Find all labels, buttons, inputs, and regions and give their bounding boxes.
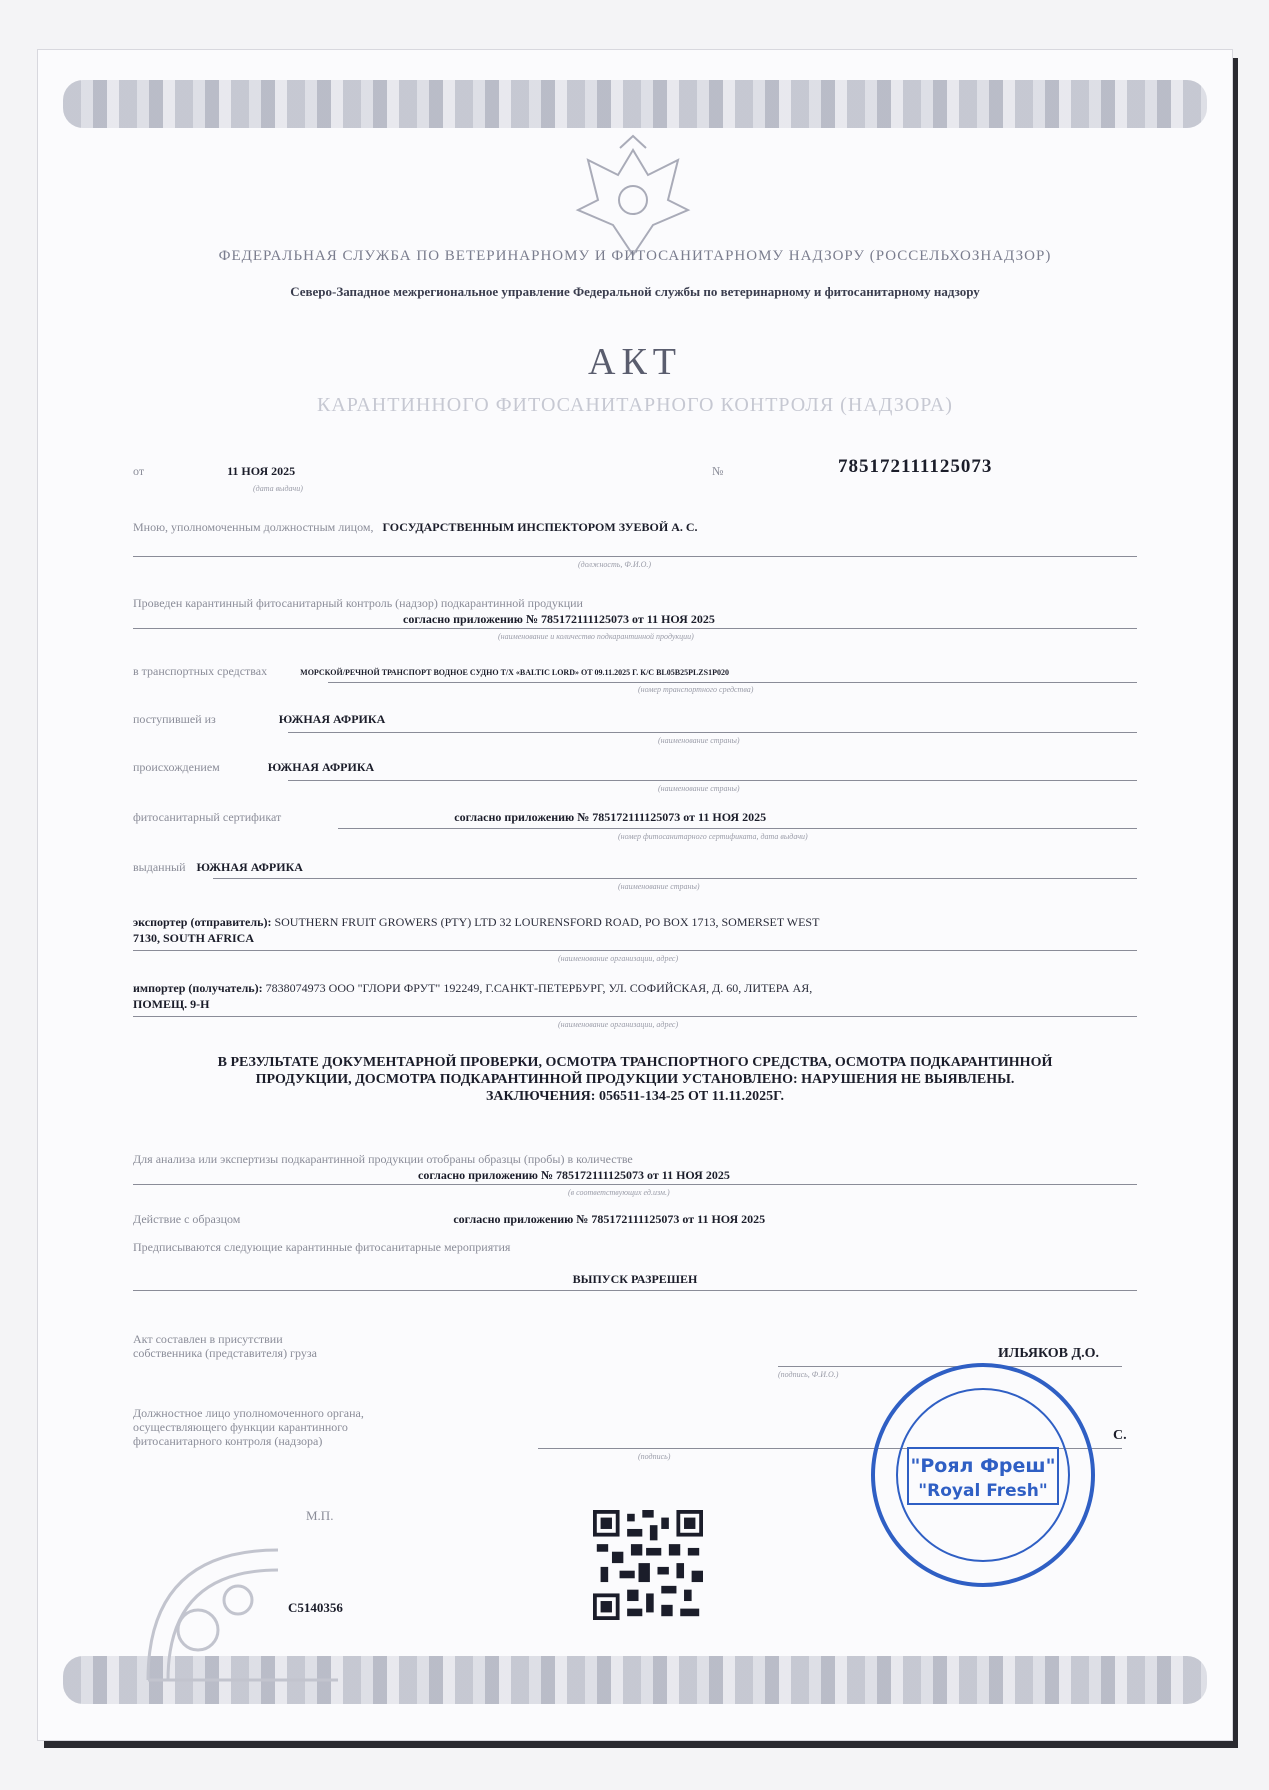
divider [133, 628, 1137, 629]
control-label: Проведен карантинный фитосанитарный контроль (надзор) подкарантинной продукции [133, 596, 583, 610]
divider [133, 1016, 1137, 1017]
issued-value: ЮЖНАЯ АФРИКА [196, 860, 303, 874]
form-serial: C5140356 [288, 1600, 343, 1615]
cert-caption: (номер фитосанитарного сертификата, дата выдачи) [618, 832, 808, 841]
official-caption: (должность, Ф.И.О.) [578, 560, 652, 569]
owner-label-line-1: Акт составлен в присутствии [133, 1332, 283, 1346]
issued-label: выданный [133, 860, 186, 874]
owner-caption: (подпись, Ф.И.О.) [778, 1370, 839, 1379]
act-date: 11 НОЯ 2025 [227, 464, 296, 478]
measures-value: ВЫПУСК РАЗРЕШЕН [572, 1272, 698, 1286]
official-sign-line-1: Должностное лицо уполномоченного органа, [133, 1406, 364, 1420]
arrived-label: поступившей из [133, 712, 216, 726]
official-value: ГОСУДАРСТВЕННЫМ ИНСПЕКТОРОМ ЗУЕВОЙ А. С. [382, 520, 698, 534]
issued-caption: (наименование страны) [618, 882, 700, 891]
exporter-row [133, 914, 1137, 946]
cert-label: фитосанитарный сертификат [133, 810, 282, 824]
arrived-caption: (наименование страны) [658, 736, 740, 745]
transport-label: в транспортных средствах [133, 664, 268, 678]
cert-value: согласно приложению № 785172111125073 от 11 НОЯ 2025 [454, 810, 767, 824]
document-subtitle: КАРАНТИННОГО ФИТОСАНИТАРНОГО КОНТРОЛЯ (НАДЗОРА) [317, 394, 953, 416]
cert-row [133, 810, 1137, 825]
origin-label: происхождением [133, 760, 220, 774]
act-number: 785172111125073 [838, 456, 993, 477]
ornamental-border-top [63, 80, 1207, 128]
date-prefix: от [133, 464, 145, 478]
official-label: Мною, уполномоченным должностным лицом, [133, 520, 374, 534]
divider [288, 732, 1137, 733]
result-line-3: ЗАКЛЮЧЕНИЯ: 056511-134-25 ОТ 11.11.2025Г. [485, 1089, 785, 1104]
owner-label [133, 1332, 1137, 1360]
exporter-value: SOUTHERN FRUIT GROWERS (PTY) LTD 32 LOURENSFORD ROAD, PO BOX 1713, SOMERSET WEST [274, 915, 820, 929]
official-sign-line-2: осуществляющего функции карантинного [133, 1420, 348, 1434]
divider [338, 828, 1137, 829]
document-title: АКТ [588, 341, 682, 383]
number-sign: № [712, 464, 724, 478]
owner-label-line-2: собственника (представителя) груза [133, 1346, 317, 1360]
importer-label: импортер (получатель): [133, 981, 263, 995]
divider [288, 780, 1137, 781]
result-line-1: В РЕЗУЛЬТАТЕ ДОКУМЕНТАРНОЙ ПРОВЕРКИ, ОСМОТРА ТРАНСПОРТНОГО СРЕДСТВА, ОСМОТРА ПОДКАРАНТИННОЙ [217, 1055, 1053, 1070]
arrived-row [133, 712, 1137, 727]
company-stamp-icon [868, 1360, 1098, 1590]
divider [328, 682, 1137, 683]
date-caption: (дата выдачи) [253, 484, 303, 493]
importer-value-2: ПОМЕЩ. 9-Н [133, 997, 210, 1011]
control-row [133, 596, 1137, 611]
official-sign-line-3: фитосанитарного контроля (надзора) [133, 1434, 323, 1448]
transport-row [133, 664, 1137, 679]
transport-value: МОРСКОЙ/РЕЧНОЙ ТРАНСПОРТ ВОДНОЕ СУДНО Т/Х «BALTIC LORD» ОТ 09.11.2025 Г. К/С BL05B25PLZS1P020 [300, 668, 729, 677]
action-value: согласно приложению № 785172111125073 от 11 НОЯ 2025 [453, 1212, 766, 1226]
origin-value: ЮЖНАЯ АФРИКА [267, 760, 375, 774]
samples-value: согласно приложению № 785172111125073 от 11 НОЯ 2025 [418, 1168, 730, 1182]
samples-row [133, 1152, 1137, 1167]
origin-caption: (наименование страны) [658, 784, 740, 793]
inspection-result [133, 1054, 1137, 1105]
seal-place: М.П. [306, 1508, 334, 1523]
origin-row [133, 760, 1137, 775]
control-value: согласно приложению № 785172111125073 от 11 НОЯ 2025 [403, 612, 715, 626]
action-label: Действие с образцом [133, 1212, 241, 1226]
action-row [133, 1212, 1137, 1227]
arrived-value: ЮЖНАЯ АФРИКА [278, 712, 386, 726]
official-sign-caption: (подпись) [638, 1452, 671, 1461]
samples-caption: (в соответствующих ед.изм.) [568, 1188, 670, 1197]
agency-name: ФЕДЕРАЛЬНАЯ СЛУЖБА ПО ВЕТЕРИНАРНОМУ И ФИТОСАНИТАРНОМУ НАДЗОРУ (РОССЕЛЬХОЗНАДЗОР) [218, 248, 1052, 264]
divider [133, 556, 1137, 557]
exporter-label: экспортер (отправитель): [133, 915, 272, 929]
importer-value: 7838074973 ООО "ГЛОРИ ФРУТ" 192249, Г.САНКТ-ПЕТЕРБУРГ, УЛ. СОФИЙСКАЯ, Д. 60, ЛИТЕРА АЯ, [265, 981, 813, 995]
samples-value-row [418, 1168, 1137, 1183]
measures-row [133, 1240, 1137, 1255]
official-sign-name: С. [1113, 1428, 1127, 1443]
importer-caption: (наименование организации, адрес) [558, 1020, 679, 1029]
divider [133, 1184, 1137, 1185]
control-value-row [403, 612, 1137, 627]
control-caption: (наименование и количество подкарантинной продукции) [498, 632, 694, 641]
sub-agency-name: Северо-Западное межрегиональное управление Федеральной службы по ветеринарному и фитосанитарному надзору [290, 284, 980, 299]
divider [133, 950, 1137, 951]
exporter-value-2: 7130, SOUTH AFRICA [133, 931, 255, 945]
divider [213, 878, 1137, 879]
divider [133, 1290, 1137, 1291]
importer-row [133, 980, 1137, 1012]
qr-code-icon [593, 1510, 703, 1620]
stamp-text-en: "Royal Fresh" [918, 1481, 1048, 1501]
document-sheet [38, 50, 1232, 1740]
transport-caption: (номер транспортного средства) [638, 685, 754, 694]
stamp-text-ru: "Роял Фреш" [910, 1455, 1056, 1477]
samples-label: Для анализа или экспертизы подкарантинной продукции отобраны образцы (пробы) в количестве [133, 1152, 633, 1166]
official-row [133, 520, 1137, 535]
measures-label: Предписываются следующие карантинные фитосанитарные мероприятия [133, 1240, 511, 1254]
owner-name: ИЛЬЯКОВ Д.О. [998, 1346, 1099, 1361]
measures-value-row [133, 1272, 1137, 1287]
exporter-caption: (наименование организации, адрес) [558, 954, 679, 963]
issued-row [133, 860, 1137, 875]
result-line-2: ПРОДУКЦИИ, ДОСМОТРА ПОДКАРАНТИННОЙ ПРОДУКЦИИ УСТАНОВЛЕНО: НАРУШЕНИЯ НЕ ВЫЯВЛЕНЫ. [255, 1072, 1015, 1087]
corner-ornament-icon [138, 1510, 348, 1690]
